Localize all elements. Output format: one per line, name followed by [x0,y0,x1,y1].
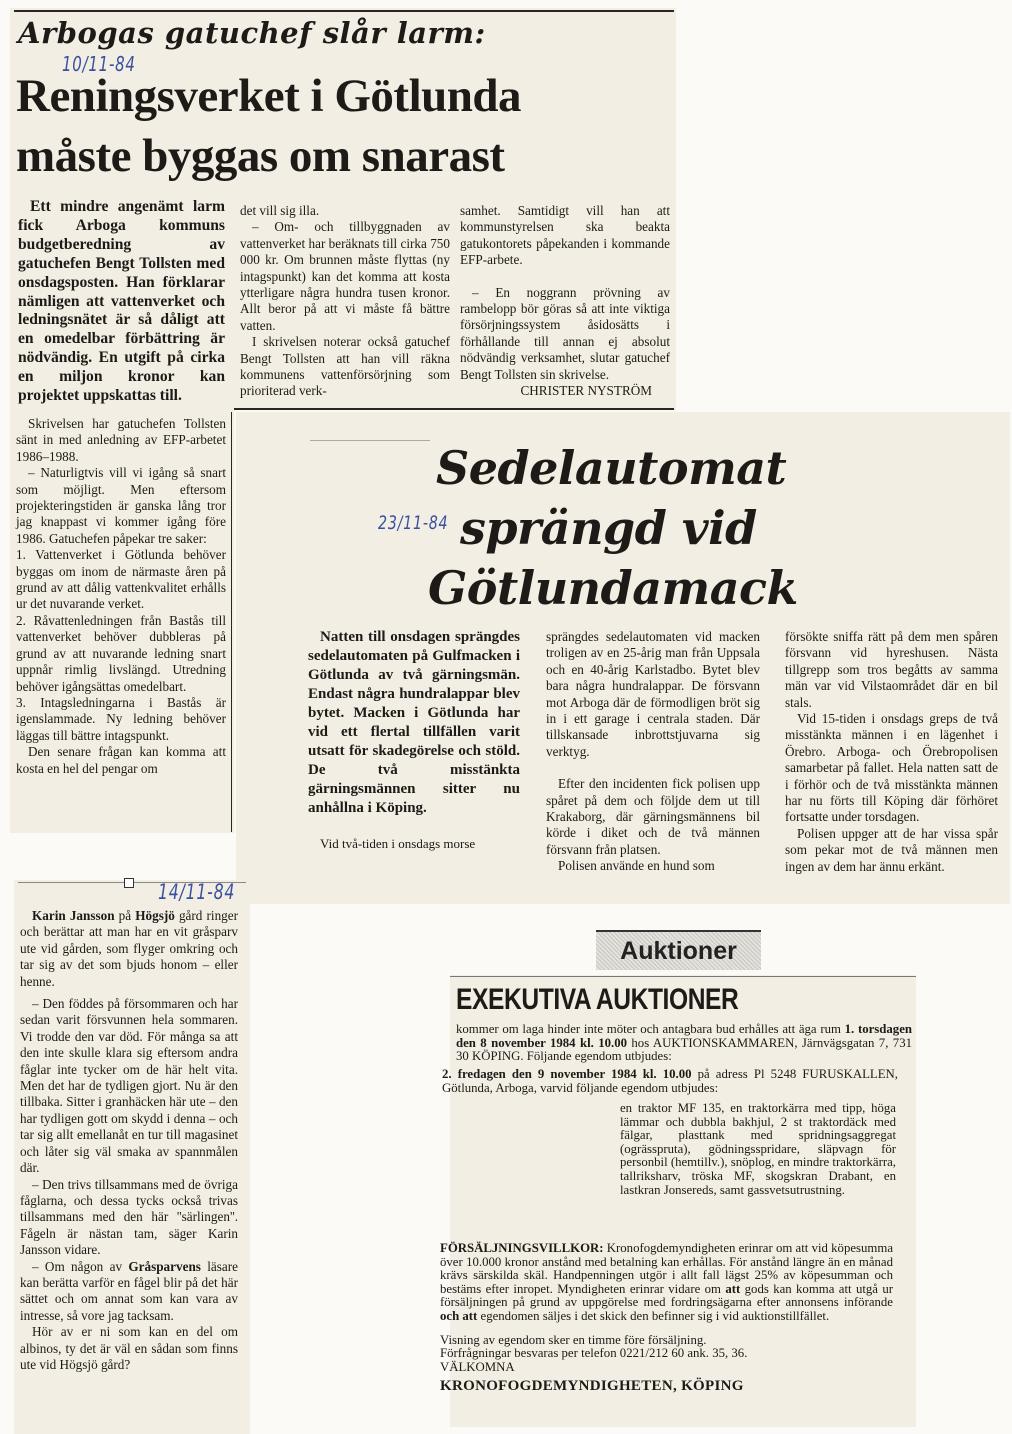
text: på [114,908,136,923]
article1-col3 [460,203,670,399]
auction-title: EXEKUTIVA AUKTIONER [456,983,739,1016]
headline-rule [310,440,430,441]
viewing: Visning av egendom sker en timme före försäljning. [440,1332,707,1347]
article2-col2 [546,629,760,875]
top-rule [14,10,674,12]
paragraph: Vid 15-tiden i onsdags greps de två misstänkta männen i en lägenhet i Örebro. Arboga- och Örebropolisen samarbetar på fallet. Hela natten satt de i förhör och de två misstänkta männen har nu förts till Köping där förhöret fortsatte under torsdagen. [785,711,998,825]
text: läsare kan berätta varför en fågel blir på det här sättet och om annat som kan vara av intresse, så vore jag tacksam. [20,1258,239,1323]
paragraph: Hör av er ni som kan en del om albinos, ty det är väl en sådan som finns ute vid Högsjö gård? [20,1324,238,1372]
kicker: Arbogas gatuchef slår larm: [18,16,486,50]
name: Karin Jansson [32,908,115,923]
paragraph: samhet. Samtidigt vill han att kommunstyrelsen ska beakta gatukontorets påpekanden i kommande EFP-arbete. [460,203,670,268]
paragraph [20,908,238,990]
paragraph: – Den trivs tillsammans med de övriga fåglarna, och dessa tycks också trivas tillsammans med den här ''särlingen''. Fågeln är nästan tam, säger Karin Jansson vidare. [20,1176,238,1258]
text: att [725,1281,741,1296]
date-note: 14/11-84 [158,880,236,904]
column-name: Gråsparvens [128,1258,201,1274]
text: och att [440,1308,478,1323]
paragraph: – Naturligtvis vill vi igång så snart som möjligt. Men eftersom projekteringstiden är ganska lång tror jag knappast vi kommer igång före 1986. Gatuchefen påpekar tre saker: [16,465,226,546]
inquiries: Förfrågningar besvaras per telefon 0221/212 60 ank. 35, 36. [440,1346,748,1361]
terms-label: FÖRSÄLJNINGSVILLKOR: [440,1241,604,1255]
signature: KRONOFOGDEMYNDIGHETEN, KÖPING [440,1378,744,1395]
article1-col1 [16,416,226,777]
byline: CHRISTER NYSTRÖM [520,383,652,399]
paragraph: – Den föddes på försommaren och har sedan varit försvunnen hela sommaren. Vi trodde den var död. För många sa att den inte skulle klara sig eftersom andra fåglar inte tycker om de här helt vita. Men det har de tydligen gjort. Nu är den tillbaka. Sitter i granhäcken här ute – den har tydligen gott om skydd i denna – och tar sig allt emellanåt en tur till magasinet och låter sig väl smaka av spannmålen där. [20,996,238,1176]
paragraph: försökte sniffa rätt på dem men spåren försvann vid hyreshusen. Nästa tillgrepp som tros begåtts av samma män var vid Vilstaområdet där en bil stals. [785,629,998,710]
lead-text: Ett mindre angenämt larm fick Arboga kommuns budgetberedning av gatuchefen Bengt Tollsten med onsdagsposten. Han förklarar nämligen att vattenverket och ledningsnätet är så dåligt att en omedelbar förbättring är nödvändig. En utgift på cirka en miljon kronor kan projektet uppskattas till. [18,198,225,405]
headline-line2: sprängd vid [460,501,757,555]
paragraph: 1. Vattenverket i Götlunda behöver byggas om inom de närmaste åren på grund av att dålig vattenkvalitet erhålls ur det nuvarande verket. [16,547,226,612]
text: gods kan komma att utgå ur försäljningen på grund av uppgörelse med fordringsägarna efter annonsens införande [440,1281,894,1310]
bottom-rule [234,408,674,410]
article1-col2 [240,203,450,400]
headline-line1: Sedelautomat [436,441,787,495]
column-rule [231,412,232,832]
date-note: 10/11-84 [62,52,136,76]
ad-rule [450,976,916,977]
headline-line2: måste byggas om snarast [16,130,505,182]
date-2: 2. fredagen den 9 november 1984 kl. 10.00 [442,1067,692,1081]
text: Kronofogdemyndigheten erinrar om att vid köpesumma över 10.000 kronor anstånd med betalning kan erhållas. För anstånd längre än en månad krävs särskilda skäl. Handpenningen utgör i allt fall lägst 25% av köpesumman och bestäms efter inropet. Myndigheten erinrar vidare om [440,1241,893,1296]
place: Högsjö [135,908,175,923]
paragraph: Skrivelsen har gatuchefen Tollsten sänt in med anledning av EFP-arbetet 1986–1988. [16,416,226,464]
article3-body [20,908,238,1373]
text: gård ringer och berättar att man har en vit gråsparv ute vid gården, som flyger omkring och tar sig av det som bjuds honom – eller henne. [20,908,239,989]
paragraph: I skrivelsen noterar också gatuchef Bengt Tollsten att han vill räkna kommunens vattenförsörjning som prioriterad verk- [240,334,450,399]
section-label: Auktioner [596,930,761,970]
paragraph: 3. Intagsledningarna i Bastås är igenslammade. Ny ledning behöver läggas till bättre intagspunkt. [16,694,226,743]
paragraph: – En noggrann prövning av rambelopp bör göras så att inte viktiga försörjningssystem åsidosätts i förhållande till annan ej absolut nödvändig verksamhet, slutar gatuchef Bengt Tollsten sin skrivelse. [460,284,670,382]
text: kommer om laga hinder inte möter och antagbara bud erhålles att äga rum [456,1022,845,1036]
auction-terms [440,1242,893,1394]
text: hos AUKTIONSKAMMAREN, Järnvägsgatan 7, 731 30 KÖPING. Följande egendom utbjudes: [456,1035,912,1064]
article1-lead [18,198,225,406]
items-list: en traktor MF 135, en traktorkärra med tipp, höga lämmar och dubbla bakhjul, 2 st traktordäck med fälgar, plasttank med spridningsaggregat (ogrässpruta), gödningsspridare, släpvagn för personbil (hemtillv.), snöplog, en mindre traktorkärra, tallriksharv, tröska MF, skogskran Drabant, en lastkran Jonsereds, samt gassvetsutrustning. [620,1101,897,1197]
text: på adress Pl 5248 FURUSKALLEN, Götlunda, Arboga, varvid följande egendom utbjudes: [442,1067,898,1095]
date-1: 1. torsdagen den 8 november 1984 kl. 10.00 [456,1022,912,1050]
paragraph: 2. Råvattenledningen från Bastås till vattenverket behöver dubbleras på grund av att nuvarande ledning snart uppnår rimlig livslängd. Utredning behöver igångsättas omedelbart. [16,612,226,694]
paragraph: Polisen uppger att de har vissa spår som pekar mot de två männen men ingen av dem har ännu erkänt. [785,825,998,874]
paragraph [20,1259,238,1325]
welcome: VÄLKOMNA [440,1359,515,1374]
paragraph: – Om- och tillbyggnaden av vattenverket har beräknats till cirka 750 000 kr. Om brunnen måste flyttas (ny intagspunkt) kan det komma att kosta ytterligare några hundra tusen kronor. Allt beror på att vi måste få bättre vatten. [240,219,450,333]
paragraph: det vill sig illa. [240,203,320,218]
headline-line1: Reningsverket i Götlunda [16,70,522,122]
auction-items [620,1102,896,1197]
headline-line3: Götlundamack [428,561,798,615]
text: egendomen säljes i det skick den befinner sig i vid auktionstillfället. [477,1308,830,1323]
article2-col3 [785,629,998,875]
paragraph: sprängdes sedelautomaten vid macken troligen av en 25-årig man från Uppsala och en 40-årig Karlstadbo. Bytet blev bara några hundralappar. De försvann mot Arboga där de förmodligen bröt sig in i ett garage i centrala staden. Där tillskansade inbrottstjuvarna sig verktyg. [546,629,760,759]
auction-intro [456,1023,912,1064]
paragraph: Den senare frågan kan komma att kosta en hel del pengar om [16,744,226,776]
auction-item2 [442,1068,898,1095]
article2-lead [308,628,520,853]
paragraph: Efter den incidenten fick polisen upp spåret på dem och följde dem ut till Krakaborg, där gärningsmännens bil körde i diket och de två männen försvann från platsen. [546,776,760,857]
text: – Om någon av [32,1258,129,1274]
paragraph: Polisen använde en hund som [558,858,715,874]
lead-text: Natten till onsdagen sprängdes sedelautomaten på Gulfmacken i Götlunda av två gärningsmän. Endast några hundralappar blev bytet. Macken i Götlunda har vid ett flertal tillfällen varit utsatt för skadegörelse och stöld. De två misstänkta gärningsmännen sitter nu anhållna i Köping. [308,629,520,816]
date-note: 23/11-84 [378,512,449,534]
paragraph: Vid två-tiden i onsdags morse [320,836,476,851]
checkbox-mark [124,878,134,888]
